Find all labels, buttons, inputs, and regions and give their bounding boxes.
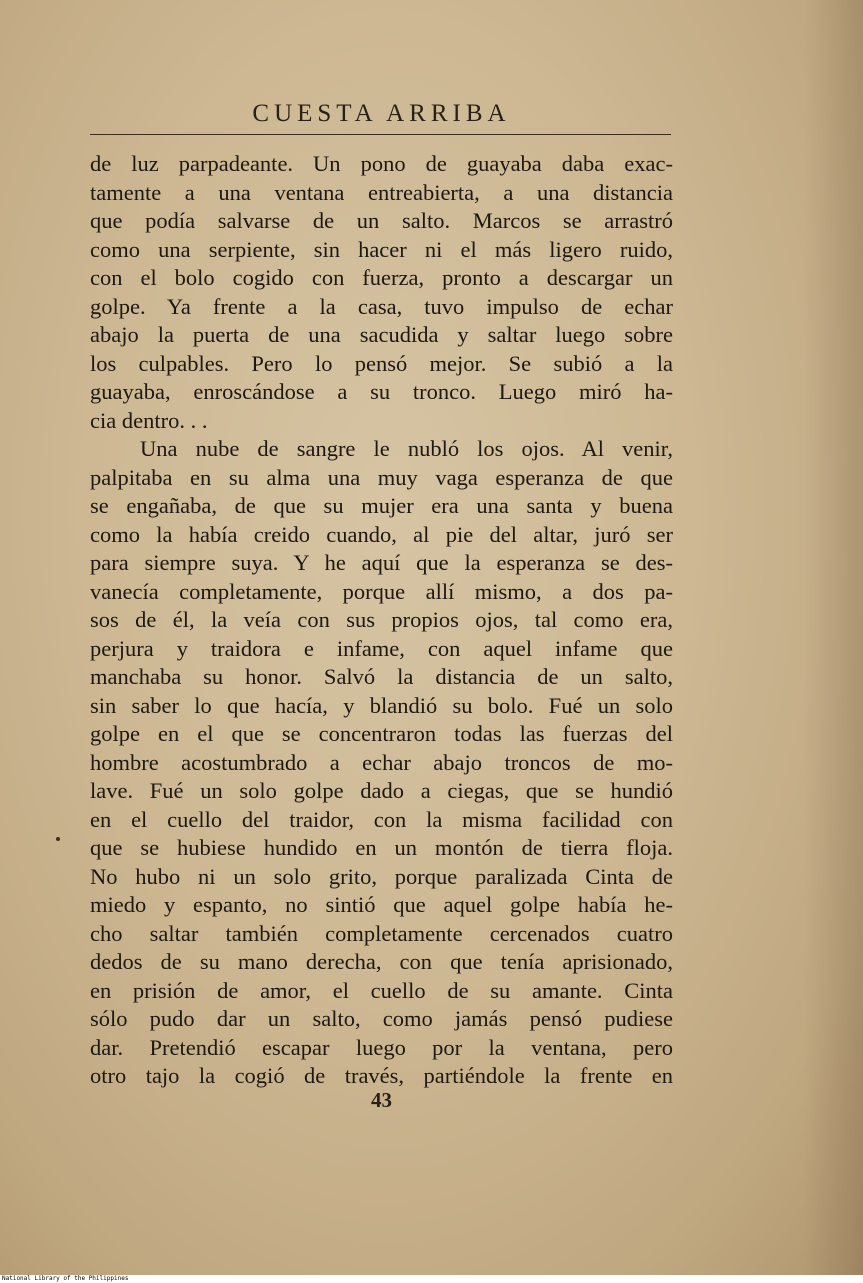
text-line: palpitaba en su alma una muy vaga esperanza de que: [90, 464, 673, 490]
text-line: perjura y traidora e infame, con aquel infame que: [90, 635, 673, 661]
text-line: dedos de su mano derecha, con que tenía aprisionado,: [90, 949, 673, 974]
text-line: en el cuello del traidor, con la misma facilidad con: [90, 806, 673, 832]
text-line: para siempre suya. Y he aquí que la esperanza se des-: [90, 550, 673, 575]
text-line: que se hubiese hundido en un montón de tierra floja.: [90, 835, 673, 860]
text-line: de luz parpadeante. Un pono de guayaba daba exac-: [90, 151, 673, 176]
page-number: 43: [371, 1088, 392, 1112]
text-line: como la había creido cuando, al pie del altar, juró ser: [90, 521, 673, 547]
page-edge-shadow: [803, 0, 863, 1275]
header-rule: [90, 134, 671, 135]
library-credit: National Library of the Philippines: [2, 1275, 129, 1282]
text-line: que podía salvarse de un salto. Marcos se arrastró: [90, 208, 673, 233]
text-line: golpe. Ya frente a la casa, tuvo impulso de echar: [90, 293, 673, 319]
scan-footer-strip: [0, 1275, 863, 1283]
text-line: vanecía completamente, porque allí mismo, a dos pa-: [90, 578, 673, 604]
text-line: en prisión de amor, el cuello de su amante. Cinta: [90, 977, 673, 1003]
running-head: CUESTA ARRIBA: [252, 100, 511, 127]
text-line: guayaba, enroscándose a su tronco. Luego miró ha-: [90, 379, 673, 404]
text-line: se engañaba, de que su mujer era una santa y buena: [90, 493, 673, 518]
text-line: como una serpiente, sin hacer ni el más ligero ruido,: [90, 236, 673, 262]
body-text: [90, 150, 673, 1091]
text-line: abajo la puerta de una sacudida y saltar luego sobre: [90, 322, 673, 347]
ink-speck: [56, 837, 60, 841]
text-line: los culpables. Pero lo pensó mejor. Se subió a la: [90, 350, 673, 376]
text-line: cia dentro. . .: [90, 407, 208, 433]
text-line: sólo pudo dar un salto, como jamás pensó pudiese: [90, 1006, 673, 1031]
text-line: hombre acostumbrado a echar abajo troncos de mo-: [90, 749, 673, 775]
text-line: lave. Fué un solo golpe dado a ciegas, que se hundió: [90, 778, 673, 803]
text-line: dar. Pretendió escapar luego por la ventana, pero: [90, 1034, 673, 1060]
text-line: con el bolo cogido con fuerza, pronto a descargar un: [90, 265, 673, 290]
text-line: tamente a una ventana entreabierta, a una distancia: [90, 179, 673, 205]
text-line: cho saltar también completamente cercenados cuatro: [90, 920, 673, 946]
text-line: golpe en el que se concentraron todas las fuerzas del: [90, 721, 673, 746]
text-line: sin saber lo que hacía, y blandió su bolo. Fué un solo: [90, 692, 673, 718]
text-line: sos de él, la veía con sus propios ojos, tal como era,: [90, 607, 673, 632]
paragraph-first-line: Una nube de sangre le nubló los ojos. Al venir,: [140, 436, 673, 461]
text-line: miedo y espanto, no sintió que aquel golpe había he-: [90, 892, 673, 917]
text-line: No hubo ni un solo grito, porque paralizada Cinta de: [90, 863, 673, 889]
text-line: manchaba su honor. Salvó la distancia de un salto,: [90, 664, 673, 689]
text-line: otro tajo la cogió de través, partiéndole la frente en: [90, 1063, 673, 1088]
